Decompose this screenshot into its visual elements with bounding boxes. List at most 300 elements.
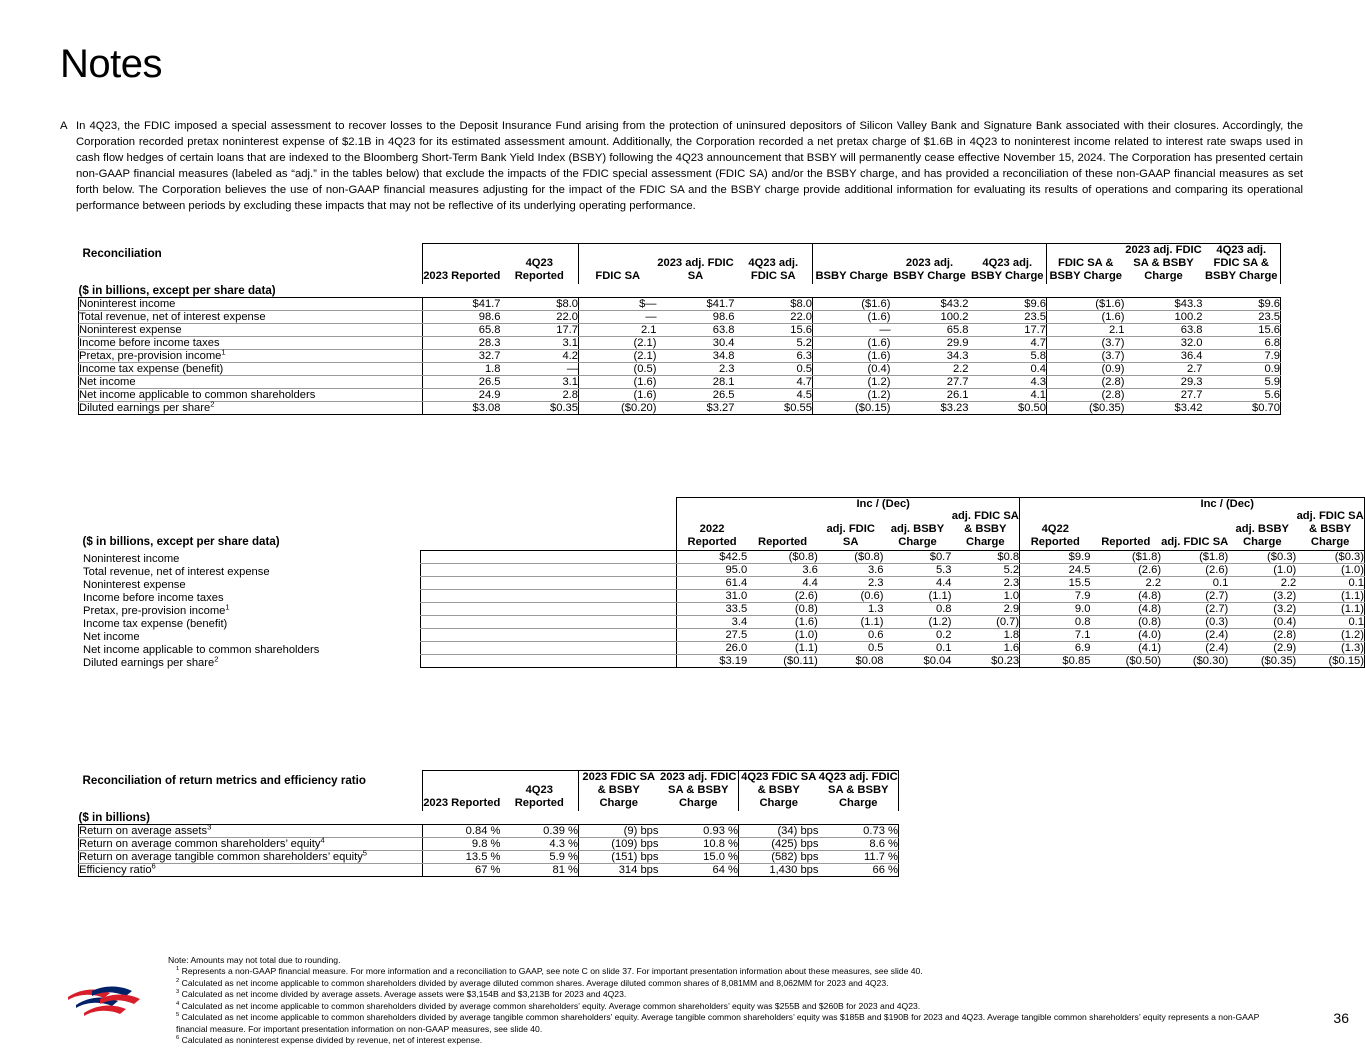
cell-value: ($1.8) xyxy=(1161,550,1228,563)
cell-value: 2.1 xyxy=(579,323,657,336)
cell-value: 15.0 % xyxy=(659,850,739,863)
cell-value: (2.8) xyxy=(1047,375,1125,388)
cell-value: (1.1) xyxy=(818,615,884,628)
table-row xyxy=(79,375,1281,388)
row-label: Income before income taxes xyxy=(421,589,677,602)
cell-value: 28.3 xyxy=(423,336,501,349)
cell-value: (1.6) xyxy=(813,310,891,323)
cell-value: 32.7 xyxy=(423,349,501,362)
reconciliation-table xyxy=(78,243,1281,415)
row-label: Efficiency ratio$^6$ xyxy=(79,863,423,876)
cell-value: $9.6 xyxy=(1203,297,1281,310)
row-label: Noninterest income xyxy=(79,297,423,310)
cell-value: 24.9 xyxy=(423,388,501,401)
cell-value: $0.70 xyxy=(1203,401,1281,414)
cell-value: 3.1 xyxy=(501,375,579,388)
cell-value: 15.6 xyxy=(1203,323,1281,336)
row-label: Net income applicable to common shareholders xyxy=(79,388,423,401)
cell-value: (1.1) xyxy=(884,589,952,602)
note-a-text: In 4Q23, the FDIC imposed a special assessment to recover losses to the Deposit Insurance Fund arising from the protection of uninsured depositors of Silicon Valley Bank and Signature Bank associated with their closures. Accordingly, the Corporation recorded pretax noninterest expense of $2.1B in 4Q23 for its estimated assessment amount. Additionally, the Corporation recorded a net pretax charge of $1.6B in 4Q23 to noninterest income related to interest rate swaps used in cash flow hedges of certain loans that are indexed to the Bloomberg Short-Term Bank Yield Index (BSBY) following the 4Q23 announcement that BSBY will permanently cease effective November 15, 2024. The Corporation has presented certain non-GAAP financial measures (labeled as “adj.” in the tables below) that exclude the impacts of the FDIC special assessment (FDIC SA) and/or the BSBY charge, and has provided a reconciliation of these non-GAAP financial measures as set forth below. The Corporation believes the use of non-GAAP financial measures adjusting for the impact of the FDIC SA and the BSBY charge provide additional information for evaluating its results of operations and comparing its operational performance between periods by excluding these impacts that may not be reflective of its underlying operating performance. xyxy=(76,120,1303,213)
cell-value: (2.7) xyxy=(1161,602,1228,615)
cell-value: 5.9 xyxy=(1203,375,1281,388)
cell-value: 2.3 xyxy=(952,576,1020,589)
cell-value: 81 % xyxy=(501,863,579,876)
table3-title: Reconciliation of return metrics and efficiency ratio xyxy=(82,773,366,787)
cell-value: 100.2 xyxy=(891,310,969,323)
cell-value: — xyxy=(501,362,579,375)
cell-value: 2.9 xyxy=(952,602,1020,615)
cell-value: $0.8 xyxy=(952,550,1020,563)
cell-value: 5.2 xyxy=(952,563,1020,576)
table2-header-0: 2022 Reported xyxy=(676,510,747,550)
cell-value: ($1.6) xyxy=(813,297,891,310)
table1-header-3: 2023 adj. FDIC SA xyxy=(657,244,735,284)
cell-value: $0.50 xyxy=(969,401,1047,414)
row-label: Total revenue, net of interest expense xyxy=(79,310,423,323)
cell-value: (3.7) xyxy=(1047,336,1125,349)
table-row xyxy=(79,401,1281,414)
cell-value: (0.8) xyxy=(1090,615,1161,628)
cell-value: 3.6 xyxy=(747,563,818,576)
cell-value: (2.8) xyxy=(1228,628,1296,641)
cell-value: 6.3 xyxy=(735,349,813,362)
cell-value: 27.7 xyxy=(1125,388,1203,401)
cell-value: 1.3 xyxy=(818,602,884,615)
cell-value: 4.3 xyxy=(969,375,1047,388)
cell-value: (2.6) xyxy=(1161,563,1228,576)
cell-value: (4.0) xyxy=(1090,628,1161,641)
cell-value: 63.8 xyxy=(1125,323,1203,336)
table2-group-0: Inc / (Dec) xyxy=(747,498,1019,511)
cell-value: $— xyxy=(579,297,657,310)
cell-value: (3.7) xyxy=(1047,349,1125,362)
cell-value: 15.6 xyxy=(735,323,813,336)
cell-value: ($0.3) xyxy=(1228,550,1296,563)
table-row xyxy=(421,641,1365,654)
row-label: Return on average tangible common shareholders’ equity$^5$ xyxy=(79,850,423,863)
table2-header-6: Reported xyxy=(1101,536,1151,549)
cell-value: (4.8) xyxy=(1090,589,1161,602)
cell-value: (1.3) xyxy=(1296,641,1364,654)
cell-value: 0.8 xyxy=(1020,615,1091,628)
cell-value: 100.2 xyxy=(1125,310,1203,323)
cell-value: 26.0 xyxy=(676,641,747,654)
cell-value: 34.8 xyxy=(657,349,735,362)
cell-value: (2.8) xyxy=(1047,388,1125,401)
table-row xyxy=(79,310,1281,323)
cell-value: (1.2) xyxy=(813,388,891,401)
table1-header-8: FDIC SA & BSBY Charge xyxy=(1047,244,1125,284)
cell-value: ($0.15) xyxy=(1296,654,1364,667)
table1-header-4: 4Q23 adj. FDIC SA xyxy=(735,244,813,284)
cell-value: ($0.8) xyxy=(747,550,818,563)
row-label: Noninterest expense xyxy=(79,323,423,336)
table2-header-4: adj. FDIC SA & BSBY Charge xyxy=(951,510,1019,549)
cell-value: (3.2) xyxy=(1228,602,1296,615)
cell-value: 9.8 % xyxy=(423,837,501,850)
cell-value: (2.1) xyxy=(579,336,657,349)
table-row xyxy=(421,602,1365,615)
cell-value: (0.5) xyxy=(579,362,657,375)
cell-value: (0.6) xyxy=(818,589,884,602)
cell-value: 3.1 xyxy=(501,336,579,349)
cell-value: (2.4) xyxy=(1161,628,1228,641)
cell-value: $3.27 xyxy=(657,401,735,414)
cell-value: 22.0 xyxy=(501,310,579,323)
cell-value: (1.1) xyxy=(1296,589,1364,602)
cell-value: 11.7 % xyxy=(819,850,899,863)
cell-value: $0.7 xyxy=(884,550,952,563)
cell-value: 23.5 xyxy=(1203,310,1281,323)
cell-value: (1.6) xyxy=(1047,310,1125,323)
cell-value: (582) bps xyxy=(739,850,819,863)
cell-value: 17.7 xyxy=(969,323,1047,336)
table2-header-1: Reported xyxy=(758,536,808,549)
table1-header-2: FDIC SA xyxy=(579,244,657,284)
cell-value: (1.6) xyxy=(813,336,891,349)
table-row xyxy=(79,837,899,850)
table3-header-3: 2023 adj. FDIC SA & BSBY Charge xyxy=(659,771,739,811)
cell-value: (0.9) xyxy=(1047,362,1125,375)
cell-value: 0.84 % xyxy=(423,824,501,837)
table2-header-8: adj. BSBY Charge xyxy=(1235,523,1290,549)
cell-value: 65.8 xyxy=(891,323,969,336)
row-label: Net income xyxy=(79,375,423,388)
cell-value: $41.7 xyxy=(657,297,735,310)
cell-value: 32.0 xyxy=(1125,336,1203,349)
cell-value: 5.8 xyxy=(969,349,1047,362)
table3-header-4: 4Q23 FDIC SA & BSBY Charge xyxy=(739,771,819,811)
cell-value: 31.0 xyxy=(676,589,747,602)
cell-value: 1.8 xyxy=(952,628,1020,641)
footnote-item: $^6$ Calculated as noninterest expense divided by revenue, net of interest expense. xyxy=(176,1034,483,1045)
cell-value: 1.0 xyxy=(952,589,1020,602)
cell-value: (0.7) xyxy=(952,615,1020,628)
cell-value: 27.5 xyxy=(676,628,747,641)
cell-value: 0.4 xyxy=(969,362,1047,375)
row-label: Income tax expense (benefit) xyxy=(421,615,677,628)
bank-logo xyxy=(66,975,158,1023)
footnotes xyxy=(168,955,1293,1046)
cell-value: 2.2 xyxy=(891,362,969,375)
cell-value: (2.9) xyxy=(1228,641,1296,654)
footnote-item: $^3$ Calculated as net income divided by average assets. Average assets were $3,154B and $3,213B for 2023 and 4Q23. xyxy=(176,989,627,1000)
cell-value: 98.6 xyxy=(423,310,501,323)
table-row xyxy=(79,297,1281,310)
cell-value: 26.1 xyxy=(891,388,969,401)
cell-value: 28.1 xyxy=(657,375,735,388)
row-label: Diluted earnings per share$^2$ xyxy=(421,654,677,667)
table3-header-0: 2023 Reported xyxy=(423,771,501,811)
cell-value: 0.5 xyxy=(735,362,813,375)
cell-value: 34.3 xyxy=(891,349,969,362)
cell-value: (4.1) xyxy=(1090,641,1161,654)
row-label: Return on average common shareholders’ equity$^4$ xyxy=(79,837,423,850)
cell-value: 27.7 xyxy=(891,375,969,388)
table1-header-5: BSBY Charge xyxy=(813,244,891,284)
cell-value: $3.42 xyxy=(1125,401,1203,414)
cell-value: (0.4) xyxy=(1228,615,1296,628)
cell-value: 29.9 xyxy=(891,336,969,349)
cell-value: $41.7 xyxy=(423,297,501,310)
table-row xyxy=(79,388,1281,401)
cell-value: (1.2) xyxy=(884,615,952,628)
cell-value: 30.4 xyxy=(657,336,735,349)
table-row xyxy=(421,628,1365,641)
table3-header-5: 4Q23 adj. FDIC SA & BSBY Charge xyxy=(818,771,898,810)
cell-value: 7.9 xyxy=(1203,349,1281,362)
cell-value: 0.1 xyxy=(1296,576,1364,589)
cell-value: 26.5 xyxy=(657,388,735,401)
table3-units: ($ in billions) xyxy=(78,810,150,824)
table1-units: ($ in billions, except per share data) xyxy=(78,283,276,297)
cell-value: 4.4 xyxy=(747,576,818,589)
table-row xyxy=(421,589,1365,602)
cell-value: 2.2 xyxy=(1228,576,1296,589)
footnote-list xyxy=(168,966,1293,1046)
cell-value: $0.04 xyxy=(884,654,952,667)
table-row xyxy=(421,576,1365,589)
page-number: 36 xyxy=(1333,1010,1349,1026)
cell-value: 61.4 xyxy=(676,576,747,589)
cell-value: 4.2 xyxy=(501,349,579,362)
cell-value: 0.9 xyxy=(1203,362,1281,375)
footnote-item: $^5$ Calculated as net income applicable to common shareholders divided by average tangible common shareholders’ equity. Average tangible common shareholders’ equity was $185B and $190B for 2023 and 4Q23. Average tangible common shareholders’ equity represents a non-GAAP financial measure. For important presentation information on non-GAAP measures, see slide 40. xyxy=(176,1012,1260,1034)
cell-value: — xyxy=(579,310,657,323)
cell-value: 4.5 xyxy=(735,388,813,401)
cell-value: 3.6 xyxy=(818,563,884,576)
cell-value: 0.73 % xyxy=(819,824,899,837)
cell-value: $0.35 xyxy=(501,401,579,414)
cell-value: 64 % xyxy=(659,863,739,876)
cell-value: 1.6 xyxy=(952,641,1020,654)
footnote-item: $^4$ Calculated as net income applicable to common shareholders divided by average common shareholders’ equity. Average common shareholders’ equity was $255B and $260B for 2023 and 4Q23. xyxy=(176,1000,921,1011)
cell-value: 0.1 xyxy=(1296,615,1364,628)
cell-value: $0.55 xyxy=(735,401,813,414)
cell-value: $43.2 xyxy=(891,297,969,310)
row-label: Net income xyxy=(421,628,677,641)
cell-value: 36.4 xyxy=(1125,349,1203,362)
cell-value: ($0.35) xyxy=(1228,654,1296,667)
cell-value: 67 % xyxy=(423,863,501,876)
cell-value: 4.3 % xyxy=(501,837,579,850)
cell-value: (1.2) xyxy=(813,375,891,388)
cell-value: 8.6 % xyxy=(819,837,899,850)
cell-value: 2.1 xyxy=(1047,323,1125,336)
cell-value: 13.5 % xyxy=(423,850,501,863)
cell-value: 2.2 xyxy=(1090,576,1161,589)
cell-value: 23.5 xyxy=(969,310,1047,323)
cell-value: ($0.3) xyxy=(1296,550,1364,563)
cell-value: (109) bps xyxy=(579,837,659,850)
table1-header-1: 4Q23 Reported xyxy=(501,244,579,284)
cell-value: 9.0 xyxy=(1020,602,1091,615)
cell-value: $0.08 xyxy=(818,654,884,667)
cell-value: (1.6) xyxy=(813,349,891,362)
cell-value: ($0.50) xyxy=(1090,654,1161,667)
table1-title: Reconciliation xyxy=(82,246,162,260)
table1-header-7: 4Q23 adj. BSBY Charge xyxy=(969,244,1047,284)
table2-group-1: Inc / (Dec) xyxy=(1090,498,1364,511)
cell-value: (2.7) xyxy=(1161,589,1228,602)
cell-value: 4.7 xyxy=(735,375,813,388)
cell-value: 15.5 xyxy=(1020,576,1091,589)
table-row xyxy=(79,824,899,837)
cell-value: 4.1 xyxy=(969,388,1047,401)
cell-value: (1.0) xyxy=(747,628,818,641)
row-label: Income before income taxes xyxy=(79,336,423,349)
table-row xyxy=(421,563,1365,576)
row-label: Income tax expense (benefit) xyxy=(79,362,423,375)
row-label: Diluted earnings per share$^2$ xyxy=(79,401,423,414)
cell-value: 5.9 % xyxy=(501,850,579,863)
cell-value: (1.2) xyxy=(1296,628,1364,641)
cell-value: 4.4 xyxy=(884,576,952,589)
cell-value: ($0.30) xyxy=(1161,654,1228,667)
return-metrics-table xyxy=(78,770,899,877)
cell-value: (0.8) xyxy=(747,602,818,615)
table3-header-1: 4Q23 Reported xyxy=(501,771,579,811)
cell-value: $0.85 xyxy=(1020,654,1091,667)
cell-value: $9.9 xyxy=(1020,550,1091,563)
cell-value: ($0.20) xyxy=(579,401,657,414)
cell-value: 0.93 % xyxy=(659,824,739,837)
cell-value: 33.5 xyxy=(676,602,747,615)
cell-value: $3.08 xyxy=(423,401,501,414)
cell-value: 26.5 xyxy=(423,375,501,388)
table2-header-5: 4Q22 Reported xyxy=(1020,510,1091,550)
cell-value: 98.6 xyxy=(657,310,735,323)
table-row xyxy=(79,863,899,876)
cell-value: 24.5 xyxy=(1020,563,1091,576)
cell-value: $3.19 xyxy=(676,654,747,667)
cell-value: (2.1) xyxy=(579,349,657,362)
table2-units: ($ in billions, except per share data) xyxy=(82,534,280,548)
table-row xyxy=(79,850,899,863)
cell-value: 0.1 xyxy=(1161,576,1228,589)
row-label: Return on average assets$^3$ xyxy=(79,824,423,837)
table-row xyxy=(79,362,1281,375)
cell-value: 7.9 xyxy=(1020,589,1091,602)
table-row xyxy=(79,349,1281,362)
cell-value: (1.1) xyxy=(747,641,818,654)
row-label: Noninterest income xyxy=(421,550,677,563)
cell-value: (2.6) xyxy=(747,589,818,602)
table1-body xyxy=(79,297,1281,414)
cell-value: 66 % xyxy=(819,863,899,876)
table-row xyxy=(79,336,1281,349)
cell-value: 6.8 xyxy=(1203,336,1281,349)
row-label: Noninterest expense xyxy=(421,576,677,589)
cell-value: (1.1) xyxy=(1296,602,1364,615)
cell-value: (3.2) xyxy=(1228,589,1296,602)
cell-value: 0.1 xyxy=(884,641,952,654)
cell-value: ($0.15) xyxy=(813,401,891,414)
cell-value: (1.6) xyxy=(579,375,657,388)
table1-header-0: 2023 Reported xyxy=(423,244,501,284)
table2-header-9: adj. FDIC SA & BSBY Charge xyxy=(1296,510,1364,549)
cell-value: 95.0 xyxy=(676,563,747,576)
table-row xyxy=(421,550,1365,563)
table2-body xyxy=(83,550,1365,669)
cell-value: 29.3 xyxy=(1125,375,1203,388)
cell-value: (0.3) xyxy=(1161,615,1228,628)
note-a-marker: A xyxy=(60,120,68,132)
table2-header-7: adj. FDIC SA xyxy=(1161,536,1229,549)
cell-value: 4.7 xyxy=(969,336,1047,349)
footnote-item: $^1$ Represents a non-GAAP financial measure. For more information and a reconciliation to GAAP, see note C on slide 37. For important presentation information about these measures, see slide 40. xyxy=(176,966,923,977)
row-label: Net income applicable to common shareholders xyxy=(421,641,677,654)
cell-value: 0.39 % xyxy=(501,824,579,837)
table3-body xyxy=(79,821,899,876)
cell-value: (1.0) xyxy=(1228,563,1296,576)
table3-header-2: 2023 FDIC SA & BSBY Charge xyxy=(579,771,659,811)
cell-value: (1.0) xyxy=(1296,563,1364,576)
row-label: Pretax, pre-provision income$^1$ xyxy=(79,349,423,362)
cell-value: 2.8 xyxy=(501,388,579,401)
table1-header-9: 2023 adj. FDIC SA & BSBY Charge xyxy=(1125,244,1202,283)
table-row xyxy=(421,615,1365,628)
table1-header-10: 4Q23 adj. FDIC SA & BSBY Charge xyxy=(1203,244,1281,284)
cell-value: 0.5 xyxy=(818,641,884,654)
cell-value: 2.3 xyxy=(657,362,735,375)
cell-value: 0.2 xyxy=(884,628,952,641)
cell-value: 6.9 xyxy=(1020,641,1091,654)
cell-value: ($0.11) xyxy=(747,654,818,667)
cell-value: (1.6) xyxy=(579,388,657,401)
inc-dec-table xyxy=(82,497,1365,669)
cell-value: (2.6) xyxy=(1090,563,1161,576)
page-title: Notes xyxy=(60,42,162,86)
footnote-note: Note: Amounts may not total due to rounding. xyxy=(168,955,341,965)
cell-value: ($0.35) xyxy=(1047,401,1125,414)
cell-value: (34) bps xyxy=(739,824,819,837)
cell-value: 0.8 xyxy=(884,602,952,615)
cell-value: 3.4 xyxy=(676,615,747,628)
cell-value: (0.4) xyxy=(813,362,891,375)
cell-value: $0.23 xyxy=(952,654,1020,667)
cell-value: — xyxy=(813,323,891,336)
cell-value: 1,430 bps xyxy=(739,863,819,876)
cell-value: ($1.6) xyxy=(1047,297,1125,310)
cell-value: $9.6 xyxy=(969,297,1047,310)
row-label: Pretax, pre-provision income$^1$ xyxy=(421,602,677,615)
cell-value: 17.7 xyxy=(501,323,579,336)
cell-value: $42.5 xyxy=(676,550,747,563)
table-row xyxy=(421,654,1365,667)
cell-value: 63.8 xyxy=(657,323,735,336)
cell-value: 2.3 xyxy=(818,576,884,589)
cell-value: 10.8 % xyxy=(659,837,739,850)
cell-value: 1.8 xyxy=(423,362,501,375)
cell-value: $8.0 xyxy=(735,297,813,310)
cell-value: (425) bps xyxy=(739,837,819,850)
cell-value: (1.6) xyxy=(747,615,818,628)
cell-value: 7.1 xyxy=(1020,628,1091,641)
cell-value: 65.8 xyxy=(423,323,501,336)
table2-header-3: adj. BSBY Charge xyxy=(890,523,945,549)
cell-value: (151) bps xyxy=(579,850,659,863)
cell-value: (9) bps xyxy=(579,824,659,837)
cell-value: 314 bps xyxy=(579,863,659,876)
row-label: Total revenue, net of interest expense xyxy=(421,563,677,576)
note-a xyxy=(60,118,1303,214)
cell-value: (4.8) xyxy=(1090,602,1161,615)
cell-value: 2.7 xyxy=(1125,362,1203,375)
cell-value: $8.0 xyxy=(501,297,579,310)
cell-value: 0.6 xyxy=(818,628,884,641)
footnote-item: $^2$ Calculated as net income applicable to common shareholders divided by average diluted common shares. Average diluted common shares of 8,081MM and 8,062MM for 2023 and 4Q23. xyxy=(176,977,889,988)
